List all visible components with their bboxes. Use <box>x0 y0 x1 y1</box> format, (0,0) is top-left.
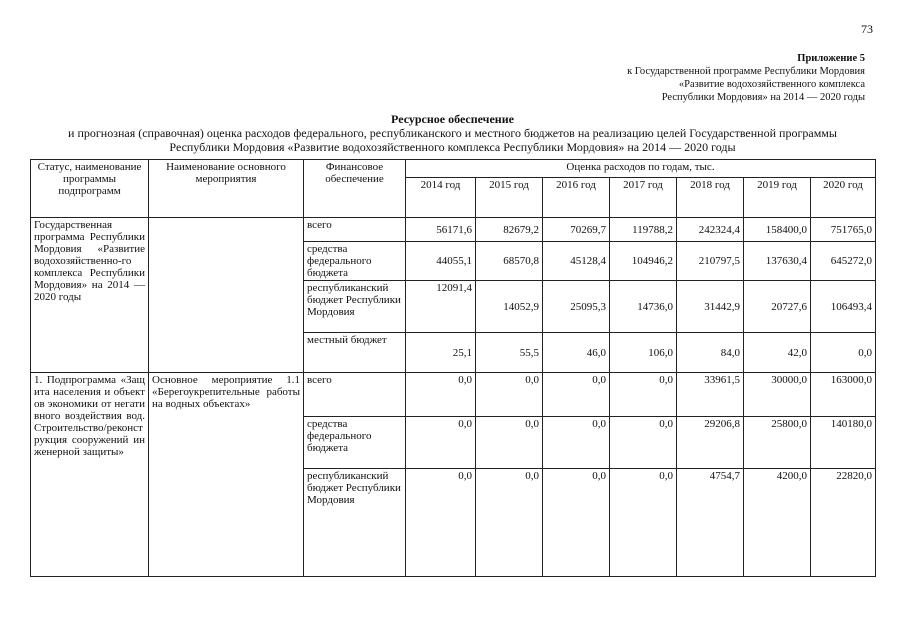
value-cell: 0,0 <box>811 333 876 373</box>
value-cell: 106,0 <box>610 333 677 373</box>
header-estimate: Оценка расходов по годам, тыс. <box>406 160 876 178</box>
funding-source: республиканский бюджет Республики Мордовия <box>304 281 406 333</box>
value-cell: 22820,0 <box>811 469 876 577</box>
value-cell: 0,0 <box>406 417 476 469</box>
value-cell: 29206,8 <box>677 417 744 469</box>
title-subline: Республики Мордовия «Развитие водохозяйственного комплекса Республики Мордовия» на 2014 — 2020 годы <box>169 140 736 154</box>
value-cell: 84,0 <box>677 333 744 373</box>
funding-source: всего <box>304 373 406 417</box>
value-cell: 0,0 <box>406 469 476 577</box>
funding-source: средства федерального бюджета <box>304 417 406 469</box>
value-cell: 46,0 <box>543 333 610 373</box>
value-cell: 4754,7 <box>677 469 744 577</box>
header-year: 2018 год <box>677 178 744 218</box>
value-cell: 104946,2 <box>610 242 677 281</box>
funding-source: местный бюджет <box>304 333 406 373</box>
value-cell: 0,0 <box>610 373 677 417</box>
appendix-line: «Развитие водохозяйственного комплекса <box>678 79 865 90</box>
appendix-line: к Государственной программе Республики Мордовия <box>627 66 865 77</box>
header-measure: Наименование основного мероприятия <box>149 160 304 218</box>
value-cell: 0,0 <box>543 469 610 577</box>
value-cell: 55,5 <box>476 333 543 373</box>
funding-source: средства федерального бюджета <box>304 242 406 281</box>
value-cell: 242324,4 <box>677 218 744 242</box>
header-status: Статус, наименование программы подпрограмм <box>31 160 149 218</box>
funding-source: всего <box>304 218 406 242</box>
table-row <box>31 218 876 242</box>
header-year: 2020 год <box>811 178 876 218</box>
document-title <box>0 112 905 154</box>
value-cell: 25,1 <box>406 333 476 373</box>
value-cell: 645272,0 <box>811 242 876 281</box>
appendix-heading: Приложение 5 <box>797 53 865 64</box>
value-cell: 68570,8 <box>476 242 543 281</box>
value-cell: 158400,0 <box>744 218 811 242</box>
value-cell: 14736,0 <box>610 281 677 333</box>
table-row <box>31 373 876 417</box>
program-status: Государственная программа Республики Мордовия «Развитие водохозяйственно-го комплекса Республики Мордовия» на 2014 — 2020 годы <box>31 218 149 373</box>
header-year: 2016 год <box>543 178 610 218</box>
value-cell: 0,0 <box>543 373 610 417</box>
value-cell: 0,0 <box>476 417 543 469</box>
appendix-block <box>627 52 865 104</box>
value-cell: 12091,4 <box>406 281 476 333</box>
value-cell: 20727,6 <box>744 281 811 333</box>
page-number: 73 <box>861 22 873 36</box>
subprogram-status: 1. Подпрограмма «Защита населения и объектов экономики от негативного воздействия вод. Строительство/реконструкция сооружений инженерной защиты» <box>31 373 149 577</box>
value-cell: 4200,0 <box>744 469 811 577</box>
value-cell: 14052,9 <box>476 281 543 333</box>
value-cell: 25095,3 <box>543 281 610 333</box>
header-year: 2015 год <box>476 178 543 218</box>
value-cell: 0,0 <box>543 417 610 469</box>
resource-table <box>30 159 876 577</box>
value-cell: 0,0 <box>610 469 677 577</box>
header-year: 2014 год <box>406 178 476 218</box>
program-measure <box>149 218 304 373</box>
value-cell: 106493,4 <box>811 281 876 333</box>
value-cell: 30000,0 <box>744 373 811 417</box>
value-cell: 0,0 <box>406 373 476 417</box>
header-year: 2019 год <box>744 178 811 218</box>
title-heading: Ресурсное обеспечение <box>391 112 514 126</box>
subprogram-measure: Основное мероприятие 1.1 «Берегоукрепительные работы на водных объектах» <box>149 373 304 577</box>
value-cell: 140180,0 <box>811 417 876 469</box>
value-cell: 137630,4 <box>744 242 811 281</box>
value-cell: 70269,7 <box>543 218 610 242</box>
value-cell: 0,0 <box>476 373 543 417</box>
header-funding: Финансовое обеспечение <box>304 160 406 218</box>
value-cell: 44055,1 <box>406 242 476 281</box>
value-cell: 31442,9 <box>677 281 744 333</box>
title-subline: и прогнозная (справочная) оценка расходов федерального, республиканского и местного бюджетов на реализацию целей Государственной программы <box>68 126 837 140</box>
value-cell: 25800,0 <box>744 417 811 469</box>
value-cell: 210797,5 <box>677 242 744 281</box>
value-cell: 45128,4 <box>543 242 610 281</box>
value-cell: 56171,6 <box>406 218 476 242</box>
funding-source: республиканский бюджет Республики Мордовия <box>304 469 406 577</box>
value-cell: 0,0 <box>610 417 677 469</box>
value-cell: 0,0 <box>476 469 543 577</box>
appendix-line: Республики Мордовия» на 2014 — 2020 годы <box>661 92 865 103</box>
value-cell: 82679,2 <box>476 218 543 242</box>
value-cell: 751765,0 <box>811 218 876 242</box>
value-cell: 42,0 <box>744 333 811 373</box>
header-year: 2017 год <box>610 178 677 218</box>
value-cell: 33961,5 <box>677 373 744 417</box>
value-cell: 163000,0 <box>811 373 876 417</box>
value-cell: 119788,2 <box>610 218 677 242</box>
